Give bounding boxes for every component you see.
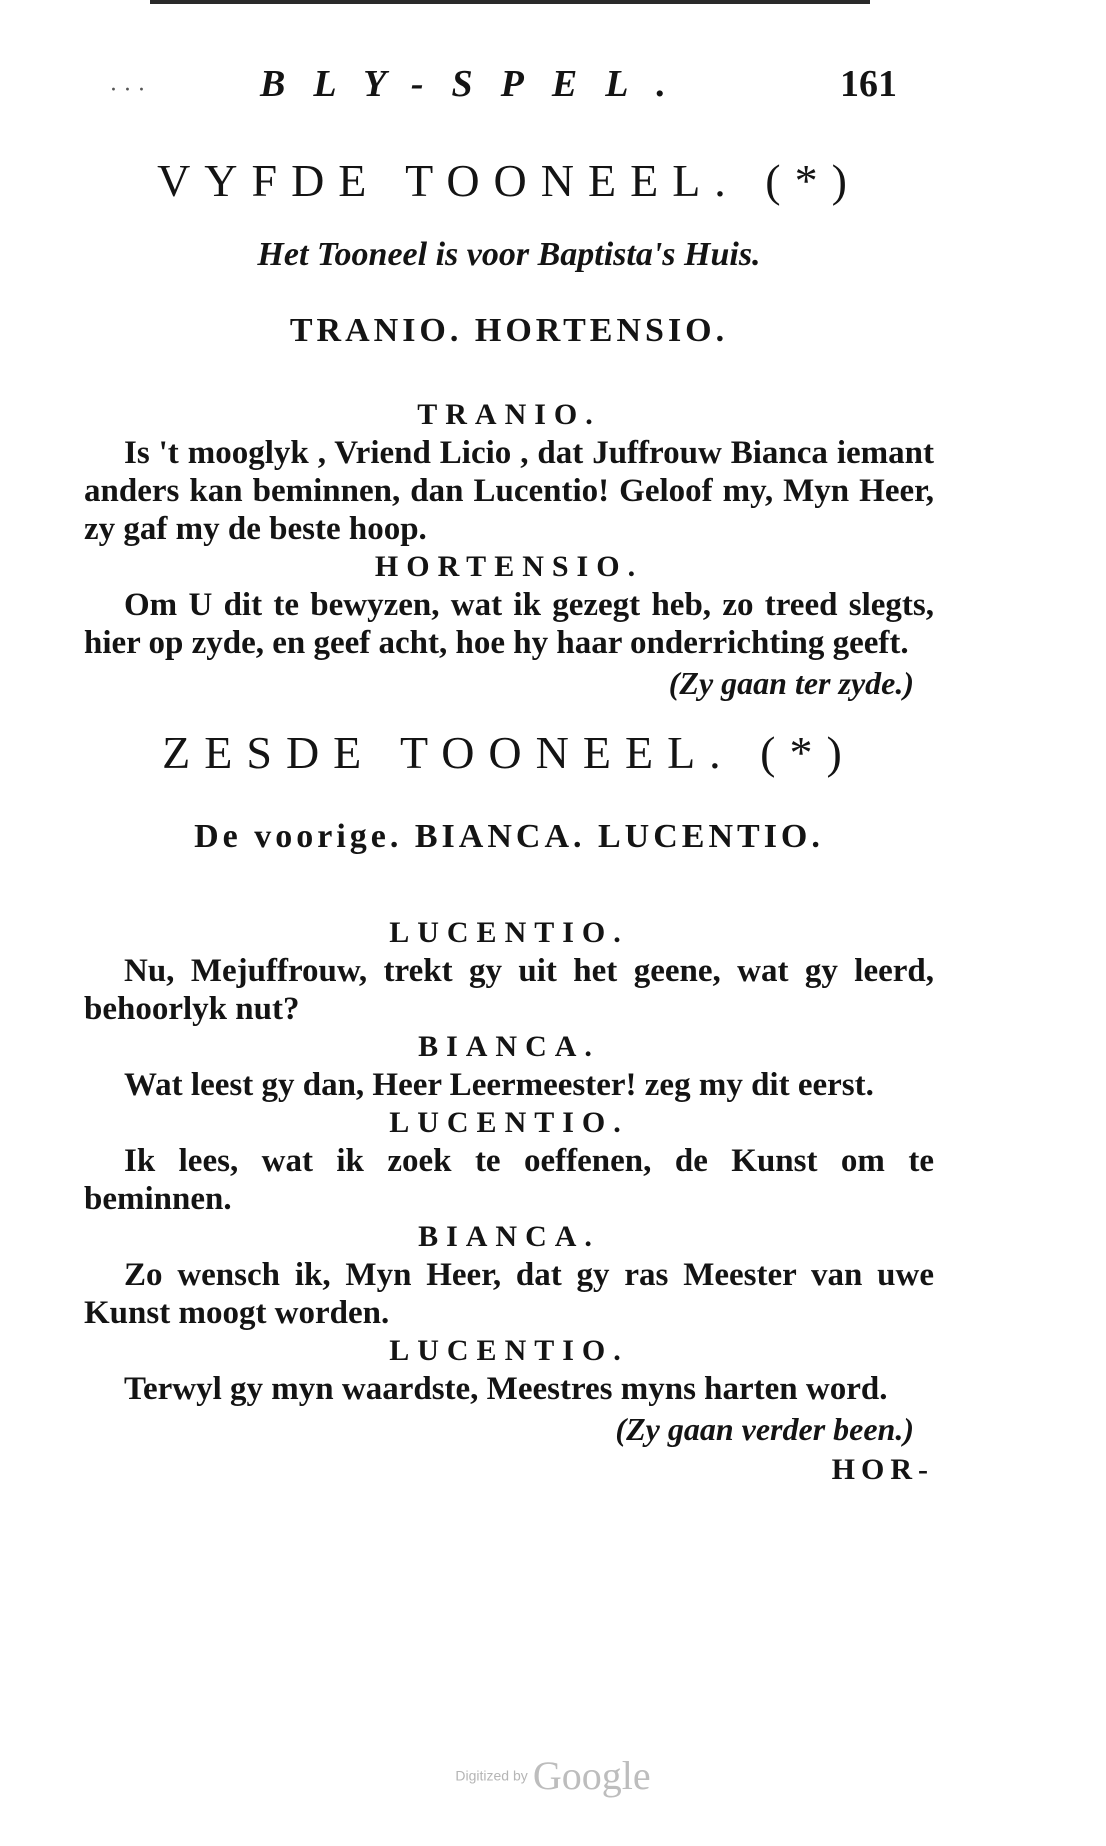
speech-text: Ik lees, wat ik zoek te oeffenen, de Kunst om te beminnen.: [84, 1143, 934, 1217]
scene-heading-6: ZESDE TOONEEL. (*): [162, 727, 856, 778]
speaker-name: LUCENTIO.: [389, 1106, 629, 1139]
scene-6-characters: De voorige. BIANCA. LUCENTIO.: [194, 818, 824, 855]
scene-heading-5: VYFDE TOONEEL. (*): [157, 155, 861, 206]
top-rule: [150, 0, 870, 4]
speaker-name: TRANIO.: [417, 398, 601, 431]
speaker-name: LUCENTIO.: [389, 916, 629, 949]
speech-text: Terwyl gy myn waardste, Meestres myns harten word.: [124, 1371, 888, 1407]
stage-direction: (Zy gaan verder been.): [615, 1411, 914, 1447]
speech-text: Is 't mooglyk , Vriend Licio , dat Juffrouw Bianca iemant anders kan beminnen, dan Lucentio! Geloof my, Myn Heer, zy gaf my de beste hoop.: [84, 435, 934, 547]
page-content: [84, 150, 934, 1490]
speech-text: Om U dit te bewyzen, wat ik gezegt heb, zo treed slegts, hier op zyde, en geef acht, hoe hy haar onderrichting geeft.: [84, 587, 934, 661]
page-number: 161: [840, 63, 897, 105]
stage-direction: (Zy gaan ter zyde.): [668, 665, 914, 701]
speaker-name: LUCENTIO.: [389, 1334, 629, 1367]
running-title: BLY-SPEL.: [260, 63, 694, 105]
speech-text: Zo wensch ik, Myn Heer, dat gy ras Meester van uwe Kunst moogt worden.: [84, 1257, 934, 1331]
scene-setting: Het Tooneel is voor Baptista's Huis.: [257, 236, 761, 273]
digitized-watermark: [0, 1752, 1106, 1802]
speech-text: Nu, Mejuffrouw, trekt gy uit het geene, wat gy leerd, behoorlyk nut?: [84, 953, 934, 1027]
watermark-prefix: Digitized by: [455, 1767, 528, 1784]
running-header: [0, 62, 1106, 122]
header-ornament: · · ·: [110, 78, 145, 103]
speech-text: Wat leest gy dan, Heer Leermeester! zeg my dit eerst.: [124, 1067, 874, 1103]
scene-5-characters: TRANIO. HORTENSIO.: [289, 312, 729, 349]
speaker-name: BIANCA.: [418, 1030, 600, 1063]
speaker-name: HORTENSIO.: [374, 550, 644, 583]
google-logo: Google: [532, 1753, 651, 1798]
catchword: HOR-: [831, 1453, 934, 1486]
speaker-name: BIANCA.: [418, 1220, 600, 1253]
